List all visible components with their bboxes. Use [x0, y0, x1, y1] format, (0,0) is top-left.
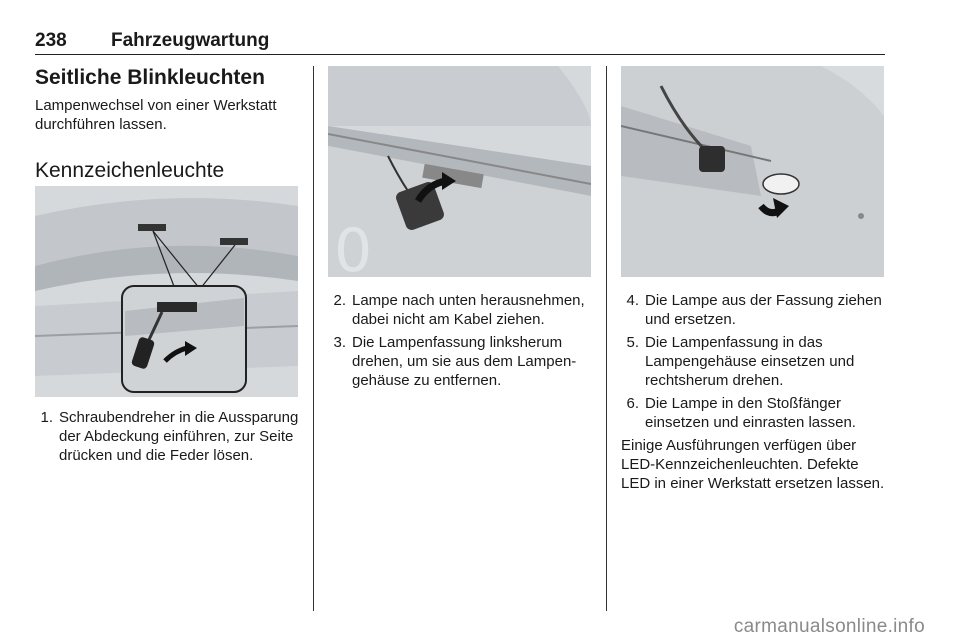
intro-text: Lampenwechsel von einer Werkstatt durchführen lassen. [35, 97, 277, 133]
column-divider [606, 66, 607, 611]
subsection-title: Kennzeichenleuchte [35, 159, 225, 182]
list-item: 1. Schraubendreher in die Aussparung der Abdeckung einführen, zur Seite drücken und die Feder lösen. [40, 409, 299, 464]
list-item: 6. Die Lampe in den Stoßfänger einsetzen und einrasten lassen. [626, 395, 856, 431]
page-number: 238 [35, 30, 67, 51]
chapter-title: Fahrzeugwartung [111, 30, 270, 51]
list-item: 3. Die Lampenfassung linksherum drehen, um sie aus dem Lampengehäuse zu entfernen. [333, 334, 577, 389]
column-3-steps [621, 291, 886, 493]
column-1-steps [35, 408, 300, 469]
svg-text:0: 0 [334, 216, 373, 277]
note-text: Einige Ausführungen verfügen über LED-Kennzeichenleuchten. Defekte LED in einer Werkstatt ersetzen lassen. [621, 437, 885, 492]
figure-bulb-replacement [621, 66, 884, 277]
list-item: 4. Die Lampe aus der Fassung ziehen und ersetzen. [626, 292, 882, 328]
page-header [35, 28, 885, 55]
figure-lamp-removal [328, 66, 591, 277]
section-title: Seitliche Blinkleuchten [35, 66, 265, 89]
list-item: 5. Die Lampenfassung in das Lampengehäuse einsetzen und rechtsherum drehen. [626, 334, 855, 389]
list-item: 2. Lampe nach unten herausnehmen, dabei nicht am Kabel ziehen. [333, 292, 585, 328]
column-1 [35, 66, 300, 183]
watermark: carmanualsonline.info [733, 616, 925, 637]
column-divider [313, 66, 314, 611]
figure-license-plate-cover [35, 186, 298, 397]
column-2-steps [328, 291, 593, 394]
